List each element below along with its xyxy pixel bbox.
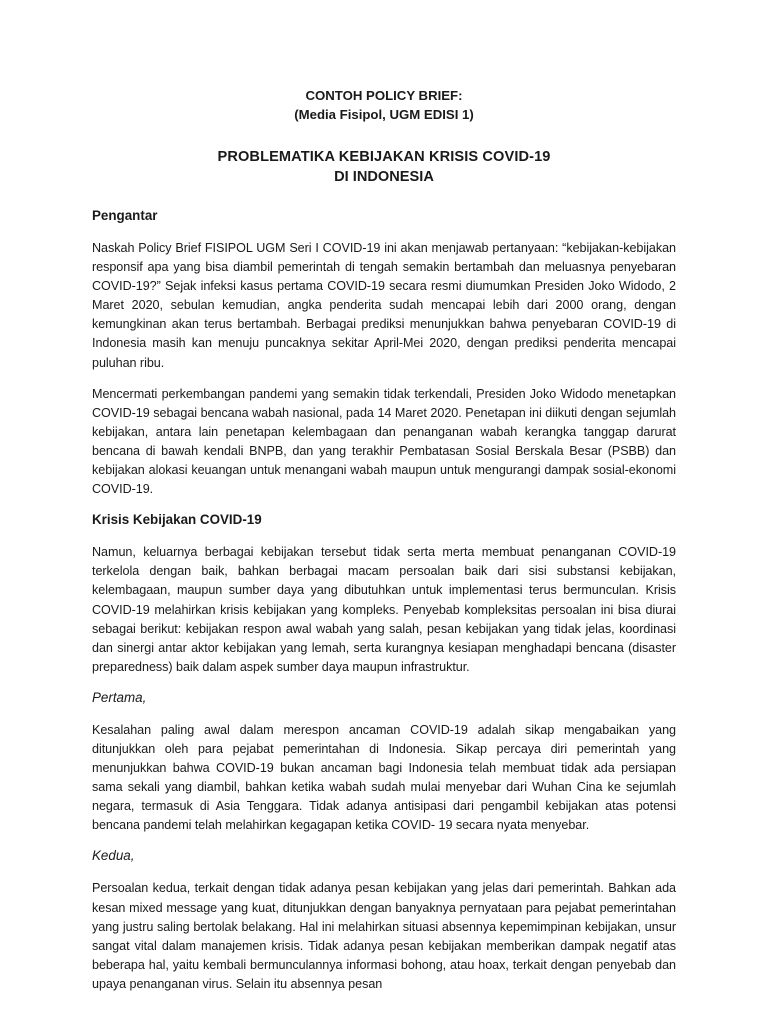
paragraph-pengantar-1: Naskah Policy Brief FISIPOL UGM Seri I COVID-19 ini akan menjawab pertanyaan: “kebijakan-kebijakan responsif apa yang bisa diambil pemerintah di tengah semakin bertambah dan meluasnya penyebaran COVID-19?” Sejak infeksi kasus pertama COVID-19 secara resmi diumumkan Presiden Joko Widodo, 2 Maret 2020, sebulan kemudian, angka penderita sudah mencapai lebih dari 2000 orang, dengan kemungkinan akan terus bertambah. Berbagai prediksi menunjukkan bahwa penyebaran COVID-19 di Indonesia masih kan menuju puncaknya sekitar April-Mei 2020, dengan prediksi penderita mencapai puluhan ribu. [92,241,676,370]
paragraph-pertama-1: Kesalahan paling awal dalam merespon ancaman COVID-19 adalah sikap mengabaikan yang ditunjukkan oleh para pejabat pemerintahan di Indonesia. Sikap percaya diri pemerintah yang menunjukkan bahwa COVID-19 bukan ancaman bagi Indonesia telah membuat tidak ada persiapan sama sekali yang diambil, bahkan ketika wabah sudah mulai menyebar dari Wuhan Cina ke sejumlah negara, termasuk di Asia Tenggara. Tidak adanya antisipasi dari pengambil kebijakan atas potensi bencana pandemi telah melahirkan kegagapan ketika COVID- 19 secara nyata menyebar. [92,722,676,833]
document-page [92,86,676,994]
paragraph-kedua-1: Persoalan kedua, terkait dengan tidak adanya pesan kebijakan yang jelas dari pemerintah. Bahkan ada kesan mixed message yang kuat, ditunjukkan dengan banyaknya pernyataan para pejabat pemerintahan yang justru saling bertolak belakang. Hal ini melahirkan situasi absennya kepemimpinan kebijakan, unsur sangat vital dalam manajemen krisis. Tidak adanya pesan kebijakan memberikan dampak negatif atas beberapa hal, yaitu kembali bermunculannya informasi bohong, atau hoax, terkait dengan penyebab dan upaya penanganan virus. Selain itu absennya pesan [92,881,676,991]
brief-label-line2: (Media Fisipol, UGM EDISI 1) [294,107,474,122]
heading-pengantar: Pengantar [92,208,158,223]
heading-krisis-kebijakan: Krisis Kebijakan COVID-19 [92,512,262,528]
paragraph-krisis-1: Namun, keluarnya berbagai kebijakan tersebut tidak serta merta membuat penanganan COVID-19 terkelola dengan baik, bahkan berbagai macam persoalan baik dari sisi substansi kebijakan, kelembagaan, maupun sumber daya yang dibutuhkan untuk implementasi terus bermunculan. Krisis COVID-19 melahirkan krisis kebijakan yang kompleks. Penyebab kompleksitas persoalan ini bisa diurai sebagai berikut: kebijakan respon awal wabah yang salah, pesan kebijakan yang tidak jelas, koordinasi dan sinergi antar aktor kebijakan yang lemah, serta kurangnya kesiapan menghadapi bencana (disaster preparedness) baik dalam aspek sumber daya maupun infrastruktur. [92,545,676,674]
document-header [92,86,676,187]
paragraph-pengantar-2: Mencermati perkembangan pandemi yang semakin tidak terkendali, Presiden Joko Widodo menetapkan COVID-19 sebagai bencana wabah nasional, pada 14 Maret 2020. Penetapan ini diikuti dengan sejumlah kebijakan, antara lain penetapan kelembagaan dan penanganan wabah kerangka tanggap darurat bencana di bawah kendali BNPB, dan yang terakhir Pembatasan Sosial Berskala Besar (PSBB) dan kebijakan alokasi keuangan untuk menangani wabah maupun untuk mengurangi dampak sosial-ekonomi COVID-19. [92,386,676,497]
brief-label-line1: CONTOH POLICY BRIEF: [305,88,463,103]
document-title-line2: DI INDONESIA [334,169,434,185]
document-title-line1: PROBLEMATIKA KEBIJAKAN KRISIS COVID-19 [217,149,551,165]
heading-pertama: Pertama, [92,689,147,705]
heading-kedua: Kedua, [92,848,135,864]
